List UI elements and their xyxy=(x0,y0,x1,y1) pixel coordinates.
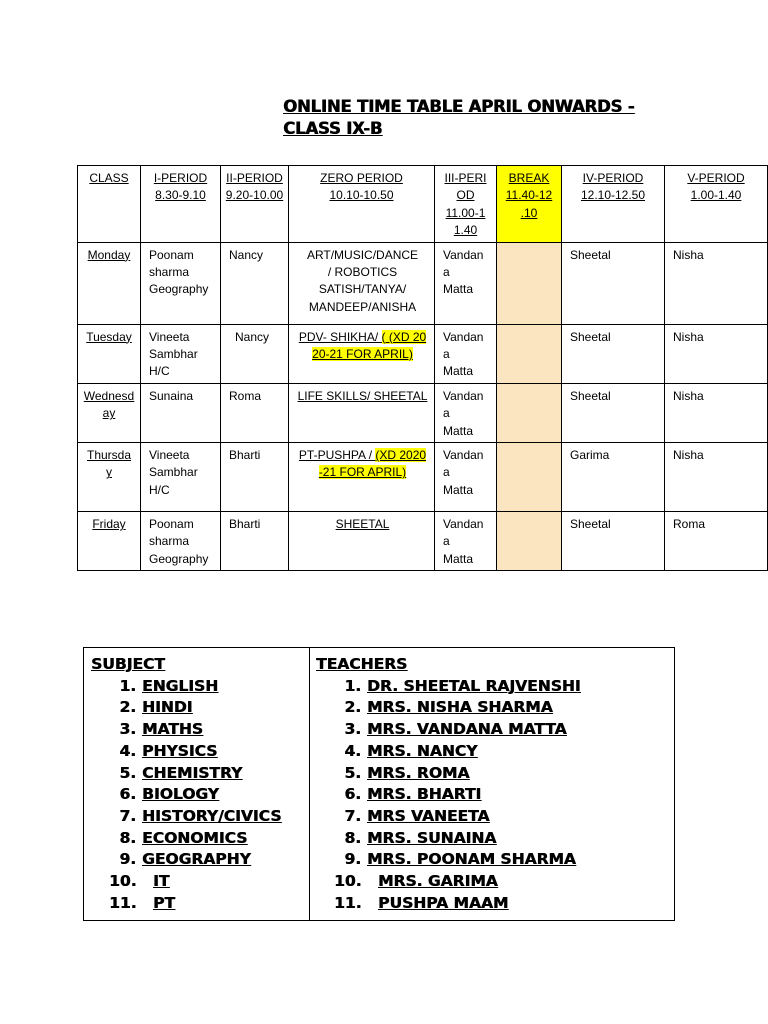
day-cell xyxy=(78,383,141,442)
zero-period-cell xyxy=(289,512,435,571)
teacher-number: 8. xyxy=(344,828,361,847)
teacher-list xyxy=(316,676,671,915)
period-5-cell: Nisha xyxy=(665,383,768,442)
teacher-item xyxy=(316,697,671,719)
teacher-number: 2. xyxy=(344,698,361,717)
cell-line: Matta xyxy=(443,482,474,497)
subject-name: HINDI xyxy=(142,698,193,717)
header-period-3 xyxy=(435,166,497,243)
period-1-cell xyxy=(141,512,221,571)
header-class xyxy=(78,166,141,243)
teacher-number: 4. xyxy=(344,741,361,760)
teacher-item xyxy=(316,676,671,698)
cell-line: Poonam xyxy=(149,517,194,532)
cell-line: SHEETAL xyxy=(335,517,390,532)
teacher-item xyxy=(316,828,671,850)
teacher-name: MRS. VANDANA MATTA xyxy=(367,720,567,739)
cell-line: Bharti xyxy=(229,448,261,463)
cell-line: Nancy xyxy=(235,329,270,344)
cell-line: Roma xyxy=(229,388,262,403)
cell-line: MANDEEP/ANISHA xyxy=(308,299,417,314)
period-2-cell xyxy=(221,383,289,442)
subject-number: 3. xyxy=(119,720,136,739)
subject-name: ECONOMICS xyxy=(142,828,248,847)
cell-line: Matta xyxy=(443,282,474,297)
period-3-cell xyxy=(435,383,497,442)
teacher-item xyxy=(316,784,671,806)
period-3-cell xyxy=(435,512,497,571)
teachers-column xyxy=(316,654,671,914)
cell-line: 10.10-10.50 xyxy=(329,188,394,203)
subject-name: HISTORY/CIVICS xyxy=(142,806,282,825)
period-5-cell: Nisha xyxy=(665,443,768,512)
header-zero-period xyxy=(289,166,435,243)
teacher-name: MRS. GARIMA xyxy=(378,872,498,891)
header-break xyxy=(497,166,562,243)
cell-line: LIFE SKILLS/ SHEETAL xyxy=(297,388,428,403)
cell-line: ART/MUSIC/DANCE xyxy=(306,247,419,262)
teacher-item xyxy=(316,763,671,785)
cell-line: sharma xyxy=(149,265,190,280)
teacher-name: MRS. POONAM SHARMA xyxy=(367,850,576,869)
teacher-name: MRS. BHARTI xyxy=(367,785,482,804)
teacher-item xyxy=(316,719,671,741)
teacher-name: MRS. NISHA SHARMA xyxy=(367,698,553,717)
cell-line: 11.00-1 xyxy=(445,205,486,220)
cell-line: Vandana xyxy=(443,247,484,280)
cell-line: Vandana xyxy=(443,388,484,421)
teacher-number: 11. xyxy=(334,893,362,912)
break-cell xyxy=(497,324,562,383)
subject-number: 4. xyxy=(119,741,136,760)
break-cell xyxy=(497,443,562,512)
cell-line: Geography xyxy=(149,282,209,297)
teacher-item xyxy=(316,741,671,763)
cell-line: 12.10-12.50 xyxy=(580,188,646,203)
period-1-cell xyxy=(141,383,221,442)
teacher-item xyxy=(316,849,671,871)
cell-line: SATISH/TANYA/ xyxy=(318,282,407,297)
subject-name: CHEMISTRY xyxy=(142,763,243,782)
cell-line: 11.40-12 xyxy=(505,188,553,203)
page-title xyxy=(283,96,703,140)
cell-line: III-PERI xyxy=(444,171,487,185)
cell-line: Vandana xyxy=(443,448,484,480)
subject-number: 2. xyxy=(119,698,136,717)
row-tuesday xyxy=(78,324,768,383)
cell-line: Matta xyxy=(443,551,474,566)
teacher-name: MRS VANEETA xyxy=(367,806,490,825)
subject-name: ENGLISH xyxy=(142,676,219,695)
cell-line: H/C xyxy=(149,364,170,379)
header-row xyxy=(78,166,768,243)
cell-line: IV-PERIOD xyxy=(582,171,644,185)
period-5-cell: Nisha xyxy=(665,324,768,383)
teachers-heading: TEACHERS xyxy=(316,655,408,673)
subject-teacher-legend xyxy=(83,647,675,921)
period-4-cell: Garima xyxy=(562,443,665,512)
header-period-1 xyxy=(141,166,221,243)
cell-line: Vineeta xyxy=(149,448,190,463)
cell-line: Sambhar xyxy=(149,465,198,480)
teacher-name: MRS. SUNAINA xyxy=(367,828,497,847)
subject-number: 5. xyxy=(119,763,136,782)
cell-line: 1.40 xyxy=(453,223,478,238)
teacher-number: 6. xyxy=(344,785,361,804)
teacher-name: DR. SHEETAL RAJVENSHI xyxy=(367,676,581,695)
cell-line: ZERO PERIOD xyxy=(320,171,403,185)
cell-line: Vandana xyxy=(443,517,484,549)
row-wednesday xyxy=(78,383,768,442)
subject-number: 11. xyxy=(109,893,137,912)
teacher-number: 9. xyxy=(344,850,361,869)
cell-line: II-PERIOD xyxy=(226,171,283,185)
zero-period-cell xyxy=(289,324,435,383)
subject-item xyxy=(91,719,309,741)
period-1-cell xyxy=(141,242,221,324)
cell-line: Wednesd xyxy=(83,388,135,403)
subject-name: PT xyxy=(153,893,175,912)
subject-column xyxy=(91,654,309,914)
title-line-2: CLASS IX-B xyxy=(283,119,383,138)
cell-line: Vandana xyxy=(443,329,484,362)
cell-line: Nancy xyxy=(229,247,264,262)
cell-line: H/C xyxy=(149,482,170,497)
cell-line: 8.30-9.10 xyxy=(155,188,206,203)
row-monday xyxy=(78,242,768,324)
subject-number: 8. xyxy=(119,828,136,847)
teacher-item xyxy=(316,871,671,893)
cell-line: CLASS xyxy=(89,171,129,185)
subject-item xyxy=(91,806,309,828)
zero-period-text: PDV- SHIKHA/ xyxy=(298,329,382,344)
header-period-5 xyxy=(665,166,768,243)
period-5-cell: Nisha xyxy=(665,242,768,324)
period-2-cell xyxy=(221,324,289,383)
period-3-cell xyxy=(435,242,497,324)
cell-line: sharma xyxy=(149,534,190,549)
cell-line: y xyxy=(106,465,112,480)
cell-line: Poonam xyxy=(149,247,194,262)
subject-item xyxy=(91,676,309,698)
period-4-cell: Sheetal xyxy=(562,324,665,383)
teacher-item xyxy=(316,806,671,828)
subject-item xyxy=(91,741,309,763)
subject-number: 10. xyxy=(109,872,137,891)
subject-item xyxy=(91,697,309,719)
row-friday xyxy=(78,512,768,571)
subject-item xyxy=(91,893,309,915)
row-thursday xyxy=(78,443,768,512)
cell-line: Monday xyxy=(87,247,131,262)
subject-item xyxy=(91,871,309,893)
title-line-1: ONLINE TIME TABLE APRIL ONWARDS - xyxy=(283,97,635,116)
cell-line: Tuesday xyxy=(86,329,132,344)
subject-name: MATHS xyxy=(142,720,203,739)
zero-period-cell xyxy=(289,242,435,324)
cell-line: Matta xyxy=(443,364,474,379)
break-cell xyxy=(497,383,562,442)
subject-number: 1. xyxy=(119,676,136,695)
subject-name: GEOGRAPHY xyxy=(142,850,251,869)
period-1-cell xyxy=(141,324,221,383)
cell-line: 9.20-10.00 xyxy=(225,188,284,203)
header-period-4 xyxy=(562,166,665,243)
subject-number: 9. xyxy=(119,850,136,869)
zero-period-text: PT-PUSHPA / xyxy=(298,448,376,463)
period-4-cell: Sheetal xyxy=(562,242,665,324)
period-4-cell: Sheetal xyxy=(562,512,665,571)
break-cell xyxy=(497,242,562,324)
period-2-cell xyxy=(221,443,289,512)
timetable xyxy=(77,165,768,571)
subject-name: BIOLOGY xyxy=(142,785,219,804)
cell-line: Vineeta xyxy=(149,329,190,344)
zero-period-cell xyxy=(289,383,435,442)
subject-name: IT xyxy=(153,872,170,891)
cell-line: ay xyxy=(102,406,116,421)
subject-list xyxy=(91,676,309,915)
period-2-cell xyxy=(221,242,289,324)
teacher-item xyxy=(316,893,671,915)
cell-line: BREAK xyxy=(508,171,550,185)
break-cell xyxy=(497,512,562,571)
cell-line: I-PERIOD xyxy=(153,171,208,185)
teacher-number: 7. xyxy=(344,806,361,825)
subject-item xyxy=(91,828,309,850)
cell-line: Friday xyxy=(92,517,126,532)
cell-line: Sunaina xyxy=(149,388,194,403)
day-cell xyxy=(78,324,141,383)
period-2-cell xyxy=(221,512,289,571)
day-cell xyxy=(78,443,141,512)
period-4-cell: Sheetal xyxy=(562,383,665,442)
subject-number: 7. xyxy=(119,806,136,825)
cell-line: Geography xyxy=(149,551,209,566)
subject-item xyxy=(91,784,309,806)
teacher-number: 1. xyxy=(344,676,361,695)
cell-line: / ROBOTICS xyxy=(327,265,398,280)
cell-line: V-PERIOD xyxy=(687,171,745,185)
cell-line: Sambhar xyxy=(149,347,198,362)
teacher-name: MRS. NANCY xyxy=(367,741,478,760)
teacher-number: 10. xyxy=(334,872,362,891)
legend-divider xyxy=(309,648,310,920)
teacher-number: 3. xyxy=(344,720,361,739)
subject-name: PHYSICS xyxy=(142,741,218,760)
subject-item xyxy=(91,763,309,785)
cell-line: OD xyxy=(456,188,475,203)
cell-line: 1.00-1.40 xyxy=(690,188,742,203)
period-1-cell xyxy=(141,443,221,512)
zero-period-highlight: ( (XD 2020-21 FOR APRIL) xyxy=(312,329,427,362)
teacher-name: MRS. ROMA xyxy=(367,763,470,782)
period-3-cell xyxy=(435,443,497,512)
cell-line: Thursda xyxy=(86,448,132,463)
subject-heading: SUBJECT xyxy=(91,655,165,673)
period-5-cell: Roma xyxy=(665,512,768,571)
header-period-2 xyxy=(221,166,289,243)
period-3-cell xyxy=(435,324,497,383)
cell-line: Matta xyxy=(443,423,474,438)
day-cell xyxy=(78,242,141,324)
zero-period-cell xyxy=(289,443,435,512)
zero-period-highlight: (XD 2020-21 FOR APRIL) xyxy=(318,448,427,480)
day-cell xyxy=(78,512,141,571)
teacher-number: 5. xyxy=(344,763,361,782)
subject-item xyxy=(91,849,309,871)
cell-line: Bharti xyxy=(229,517,261,532)
cell-line: .10 xyxy=(520,205,538,220)
subject-number: 6. xyxy=(119,785,136,804)
teacher-name: PUSHPA MAAM xyxy=(378,893,509,912)
